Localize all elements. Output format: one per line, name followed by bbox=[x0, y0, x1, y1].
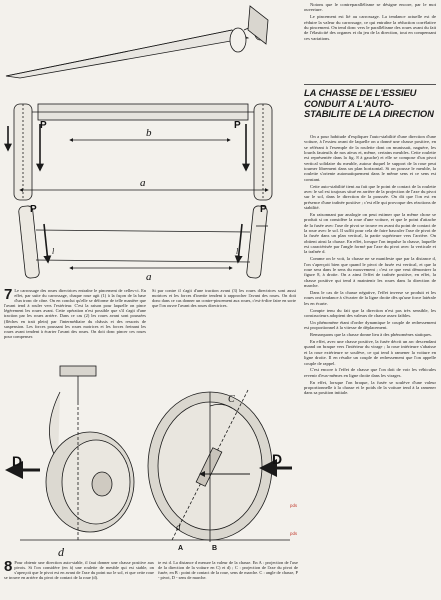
fig7-number: 7 bbox=[4, 286, 13, 303]
fig7-label-a: a bbox=[140, 177, 146, 189]
fig8-number: 8 bbox=[4, 558, 13, 575]
fig8-label-d-left: d bbox=[58, 545, 64, 559]
body-paragraph-2: Cette auto-stabilité tient au fait que le point de contact de la roulette avec le sol est toujours situé en arrière de la projection de l'axe du pivot sur le sol, dans le direction de la poussée. On dit que l'on est en présence d'une traînée positive ; c'est elle qui provoque des réactions de stabilité. bbox=[304, 183, 436, 211]
intro-paragraph-2: Le pincement est lié au carrossage. La tendance actuelle est de réduire la valeur du carrossage, ce qui entraîne la réduction corrélative du pincement. On tend donc vers le parallélisme des roues avant du fait de l'élasticité des organes et du jeu de la direction, tout en compensant ces variations. bbox=[304, 14, 436, 41]
fig8-label-C: C bbox=[228, 394, 235, 405]
fig8-label-D-right: D bbox=[272, 451, 283, 467]
right-column-body bbox=[304, 134, 436, 397]
right-column-intro bbox=[304, 2, 436, 43]
fig8-car-wheel bbox=[148, 390, 292, 542]
fig7-caption-p3: Si par contre il s'agit d'une traction avant (3) les roues directrices sont aussi motrices et les forces d'inertie tendent à rapprocher l'avant des roues. On doit donc dans ce cas donner un contre-pincement aux roues, c'est-à-dire faire en sorte que l'on ouvre l'avant des roues directrices. bbox=[152, 288, 296, 309]
body-paragraph-4: Comme on le voit, la chasse ne se manifeste que par la distance d, l'on s'aperçoit bien que quand le pivot de fusée est vertical, et que la roue sera dans le sens du mouvement ; c'est ce que veut démontrer la figure 8, à droite. On a ainsi l'effet de traînée positive, en effet, la chasse positive qui tend à maintenir les roues dans la direction de marche. bbox=[304, 256, 436, 289]
fig7-label-P-bottom-right: P bbox=[260, 204, 267, 215]
section-divider bbox=[304, 84, 436, 85]
fig8-label-B: B bbox=[212, 545, 218, 552]
fig7-label-P-right: P bbox=[234, 120, 241, 131]
fig7-oblique-view bbox=[6, 6, 268, 78]
fig8-label-d-right: d bbox=[176, 522, 181, 532]
fig8-label-A: A bbox=[178, 545, 184, 552]
fig7-label-l-right: l bbox=[236, 247, 239, 256]
body-paragraph-11: En effet, lorsque l'on braque, la fusée se soulève d'une valeur proportionnelle à la chasse et le poids de la voiture tend à la ramener dans sa position initiale. bbox=[304, 379, 436, 396]
fig8-caption-left bbox=[4, 560, 154, 580]
body-paragraph-3: En raisonnant par analogie on peut estimer que la même chose se produit si on considère la roue d'une voiture, et que le point d'attache de la fusée avec l'axe de pivot se trouve en avant du point de contact de la roue avec le sol. Il suffit pour cela de faire basculer l'axe de pivot de la fusée dans un plan vertical, la partie supérieure vers l'arrière. On obtient ainsi la chasse. En effet, lorsque l'on impulse la chasse, laquelle est caractérisée par l'angle formé par l'axe du pivot avec la verticale et la traînée d. bbox=[304, 212, 436, 255]
fig7-label-a-bottom: a bbox=[146, 271, 152, 283]
margin-annotation-2: pds bbox=[290, 531, 298, 536]
figure-8-drawing bbox=[0, 362, 300, 562]
figure-7-drawing bbox=[0, 0, 300, 285]
body-paragraph-8: Remarquons que la chasse donne lieu à des phénomènes statiques. bbox=[310, 332, 432, 338]
fig7-caption-p1: Le carrossage des roues directrices entraîne le pincement de celles-ci. En effet, par suite du carrossage, chaque roue agit (1) à la façon de la base d'un tronc de cône. On en conclut qu'elle se déforme de telle manière que l'avant tend à rouler vers l'extérieur. C'est la raison pour laquelle on pince légèrement les roues avant. bbox=[4, 288, 146, 314]
fig8-caption-p1: Pour obtenir une direction auto-stable, il faut donner une chasse positive aux pivots. Si l'on considère (en à) une roulette de meuble qui est stable, on s'aperçoit que le pivot est en avant de l'axe du point sur le sol, et que cette roue se trouve en arrière du pivot de contact de la roue (d). bbox=[4, 560, 154, 581]
fig7-caption-p2: Cette opération n'est possible que s'il s'agit d'une traction par les roues arrière. Dans ce cas (2) les roues avant sont poussées (flèches en trait plein) par l'intermédiaire du châssis et des ressorts de suspension. Les forces poussant les roues motrices et les forces freinant les roues avant tendent à écarter l'avant des roues. On doit donc pincer ces roues pour compenser. bbox=[4, 308, 146, 339]
fig7-label-P-bottom-left: P bbox=[30, 204, 37, 215]
fig7-label-b: b bbox=[146, 127, 152, 139]
body-paragraph-10: C'est encore à l'effet de chasse que l'on doit de voir les véhicules revenir d'eux-mêmes en ligne droite dans les virages. bbox=[304, 367, 436, 378]
section-title: LA CHASSE DE L'ESSIEU CONDUIT A L'AUTO-STABILITE DE LA DIRECTION bbox=[304, 87, 434, 120]
fig7-caption-right bbox=[152, 288, 296, 308]
fig8-caption-p2: te est d. La distance d mesure la valeur de la chasse. En A : projection de l'axe de la direction de la voiture en C) et d) ; C : projection de l'axe du pivot de fusée, en B : point de contact de la roue, sens de marche. C : angle de chasse, P - pivot, D - sens de marche. bbox=[158, 560, 298, 581]
fig8-caption-right bbox=[158, 560, 298, 580]
fig7-label-P-left: P bbox=[40, 120, 47, 131]
body-paragraph-6: Compte tenu du fait que la direction n'est pas très sensible, les constructeurs adoptent des valeurs de chasse assez faibles. bbox=[304, 307, 436, 318]
body-paragraph-5: Dans le cas de la chasse négative, l'effet inverse se produit et les roues ont tendance à s'écarter de la ligne droite dès qu'une force latérale les en écarte. bbox=[304, 290, 436, 306]
body-paragraph-7: Un phénomène étant d'ordre dynamique le couple de redressement est proportionnel à la vitesse de déplacement. bbox=[304, 319, 436, 331]
intro-paragraph-1: Notons que le contreparallèlisme se désigne encore, par le mot ouverture. bbox=[304, 2, 436, 13]
fig7-caption-left bbox=[4, 288, 146, 339]
fig7-view-3 bbox=[18, 205, 268, 278]
body-paragraph-9: En effet, avec une chasse positive, la fusée décrit un arc descendant quand on braque vers l'intérieur du virage ; la roue intérieure s'abaisse et la roue extérieure se soulève, ce qui tend à ramener la voiture en ligne droite. Il en résulte un couple de redressement que l'on appelle couple de rappel. bbox=[304, 339, 436, 366]
fig8-label-D-left: D bbox=[12, 453, 23, 469]
margin-annotation-1: pds bbox=[290, 503, 298, 508]
body-paragraph-1: On a pour habitude d'expliquer l'auto-stabilité d'une direction d'une voiture, à l'essieu avant de laquelle on a donné une chasse positive, en se référant à l'exemple de la roulette dont on munissait, naguère, les lourds fauteuils de nos aïeux et, même, certains meubles. Cette roulette est représentée dans la fig. 8 à gauche) et elle se compose d'un pivot vertical solidaire du meuble, autour duquel le support de la roue peut tourner librement dans un plan horizontal. Si on pousse le meuble, la roulette s'oriente automatiquement dans le même sens et ce sens est constant. bbox=[304, 134, 436, 182]
fig7-label-l-left: l bbox=[52, 247, 55, 256]
